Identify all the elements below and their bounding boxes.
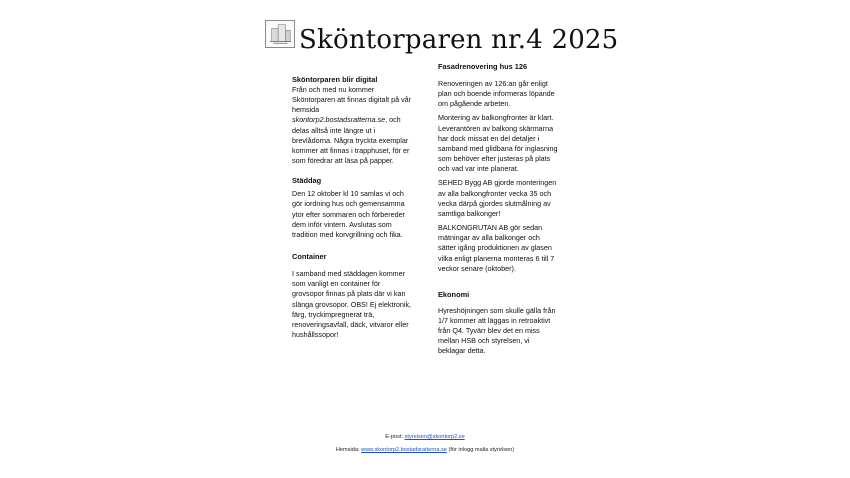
building-logo-icon [265,20,295,48]
left-column [292,75,412,340]
digital-intro-text: Från och med nu kommer Sköntorparen att finnas digitalt på vår hemsida [292,85,412,115]
footer-email-prefix: E-post: [385,434,404,440]
section-heading-ekonomi: Ekonomi [438,289,470,299]
website-italic-text: skontorp2.bostadsratterna.se [292,115,386,125]
section-text-fasad-1: Renoveringen av 126:an går enligt plan och boende informeras löpande om pågående arbeten. [438,79,555,109]
right-column [438,62,558,357]
section-text-fasad-4: BALKONGRUTAN AB gör sedan mätningar av alla balkonger och sätter igång produktionen av glasen vilka enligt planerna monteras 6 till 7 veckor senare (oktober). [438,223,555,273]
section-text-fasad-3: SEHED Bygg AB gjorde monteringen av alla balkongfronter vecka 35 och vecka därpå gjordes slutmålning av samtliga balkonger! [438,178,557,218]
section-heading-container: Container [292,252,327,262]
footer-email-link[interactable]: styrelsen@skontorp2.se [404,434,465,440]
section-text-ekonomi: Hyreshöjningen som skulle gälla från 1/7 kommer att läggas in retroaktivt från Q4. Tyvärr blev det en miss mellan HSB och styrelsen, vi beklagar detta. [438,305,556,356]
section-heading-fasad: Fasadrenovering hus 126 [438,62,528,71]
footer-website-line [0,447,850,454]
section-heading-staddag: Städdag [292,176,322,186]
footer-email-line [0,434,850,441]
section-text-fasad-2: Montering av balkongfronter är klart. Leverantören av balkong skärmarna har dock missat en del detaljer i samband med glidbana för inglasning som behöver efter justeras på plats och vad var inte planerat. [438,113,558,174]
section-heading-digital: Sköntorparen blir digital [292,75,378,84]
digital-rest-text: , och delas alltså inte längre ut i brevlådorna. Några tryckta exemplar kommer att finnas i trapphuset, för er som föredrar att läsa på papper. [292,115,410,166]
section-text-staddag: Den 12 oktober kl 10 samlas vi och gör iordning hus och gemensamma ytor efter sommaren och förbereder dem inför vintern. Avslutas som tradition med korvgrillning och fika. [292,189,406,239]
footer-website-link[interactable]: www.skontorp2.bostadsratterna.se [361,447,447,453]
section-text-digital [292,85,412,166]
footer-website-prefix: Hemsida: [335,447,360,453]
page-title: Sköntorparen nr.4 2025 [299,25,619,55]
footer-website-suffix: (för inlogg maila styrelsen) [448,447,515,453]
section-text-container: I samband med städdagen kommer som vanligt en container för grovsopor finnas på plats där vi kan slänga grovsopor. OBS! Ej elektronik, färg, tryckimpregnerat trä, renoveringsavfall, däck, vitvaror eller hushållssopor! [292,269,412,339]
